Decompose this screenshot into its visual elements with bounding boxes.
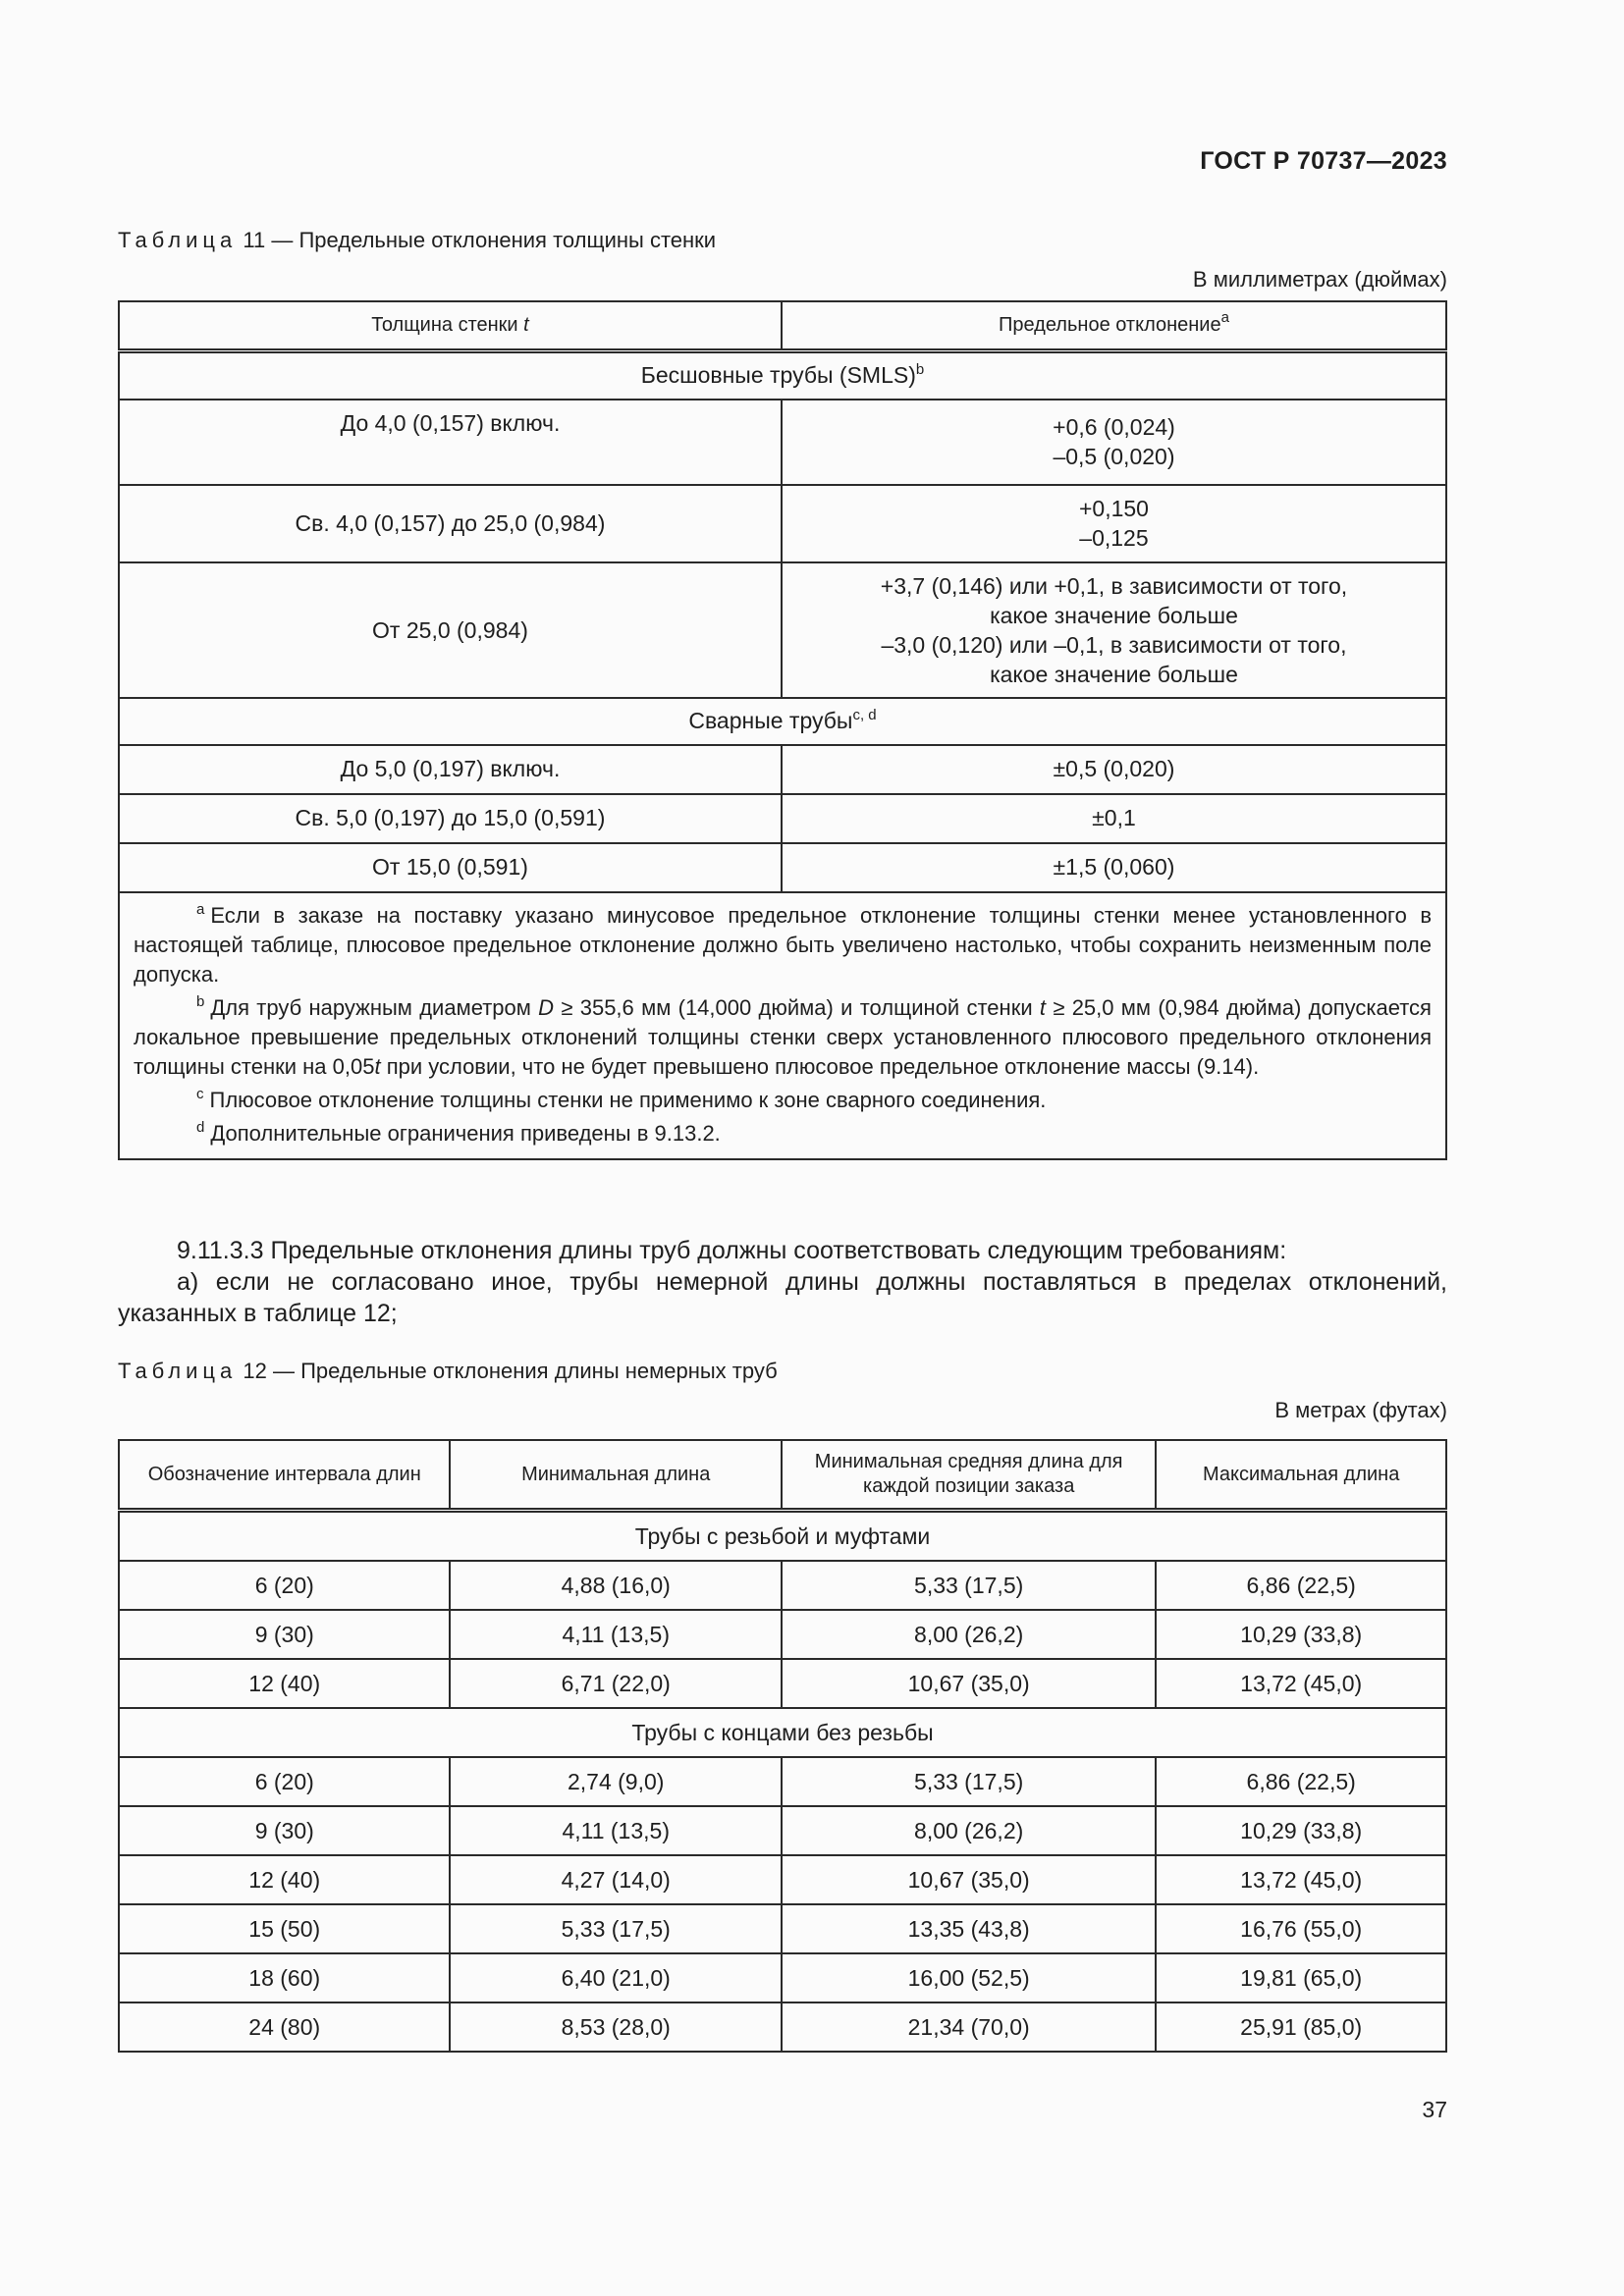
table-12-caption-text: 12 — Предельные отклонения длины немерных труб bbox=[243, 1359, 778, 1383]
table-row bbox=[119, 1806, 1446, 1855]
table-cell: 13,35 (43,8) bbox=[782, 1904, 1156, 1953]
table-11-section-welded: Сварные трубы$^{c, d}$ bbox=[119, 698, 1446, 745]
table-cell: 16,76 (55,0) bbox=[1156, 1904, 1446, 1953]
footnote-d: $^d$ Дополнительные ограничения приведены в 9.13.2. bbox=[196, 1118, 721, 1146]
table-cell: 6,40 (21,0) bbox=[450, 1953, 782, 2002]
table-11-caption-label: Таблица bbox=[118, 228, 238, 252]
table-cell: 5,33 (17,5) bbox=[450, 1904, 782, 1953]
table-row bbox=[119, 1757, 1446, 1806]
table-cell: Св. 4,0 (0,157) до 25,0 (0,984) bbox=[119, 485, 782, 562]
table-row bbox=[119, 1855, 1446, 1904]
table-cell: 21,34 (70,0) bbox=[782, 2002, 1156, 2052]
table-cell: 4,27 (14,0) bbox=[450, 1855, 782, 1904]
footnote-c: $^c$ Плюсовое отклонение толщины стенки не применимо к зоне сварного соединения. bbox=[196, 1085, 1047, 1112]
table-cell: ±0,1 bbox=[782, 794, 1446, 843]
table-row bbox=[119, 1561, 1446, 1610]
table-cell: 4,11 (13,5) bbox=[450, 1806, 782, 1855]
table-12-caption bbox=[118, 1359, 778, 1384]
table-cell: Св. 5,0 (0,197) до 15,0 (0,591) bbox=[119, 794, 782, 843]
table-row bbox=[119, 400, 1446, 485]
table-row bbox=[119, 1953, 1446, 2002]
table-cell: От 15,0 (0,591) bbox=[119, 843, 782, 892]
footnote-a: $^a$ Если в заказе на поставку указано минусовое предельное отклонение толщины стенки менее установленного в настоящей таблице, плюсовое предельное отклонение должно быть увеличено настолько, чтобы сохранить неизменным поле допуска. bbox=[134, 900, 1432, 987]
table-cell: 12 (40) bbox=[119, 1855, 450, 1904]
table-cell: 16,00 (52,5) bbox=[782, 1953, 1156, 2002]
table-12-units: В метрах (футах) bbox=[1274, 1398, 1447, 1422]
table-row bbox=[119, 1610, 1446, 1659]
table-cell: 8,00 (26,2) bbox=[782, 1806, 1156, 1855]
table-cell: 6,86 (22,5) bbox=[1156, 1757, 1446, 1806]
table-cell: 6,71 (22,0) bbox=[450, 1659, 782, 1708]
table-cell: 10,29 (33,8) bbox=[1156, 1610, 1446, 1659]
table-cell: 6,86 (22,5) bbox=[1156, 1561, 1446, 1610]
table-12-header-interval: Обозначение интервала длин bbox=[119, 1440, 450, 1511]
table-cell: 5,33 (17,5) bbox=[782, 1561, 1156, 1610]
table-cell: 10,67 (35,0) bbox=[782, 1659, 1156, 1708]
document-header: ГОСТ Р 70737—2023 bbox=[1200, 147, 1447, 175]
table-12-header-row bbox=[119, 1440, 1446, 1511]
table-cell: 19,81 (65,0) bbox=[1156, 1953, 1446, 2002]
table-row bbox=[119, 485, 1446, 562]
table-cell: ±0,5 (0,020) bbox=[782, 745, 1446, 794]
table-cell: 6 (20) bbox=[119, 1561, 450, 1610]
table-row bbox=[119, 1659, 1446, 1708]
table-11-header-row bbox=[119, 301, 1446, 350]
table-cell: 9 (30) bbox=[119, 1610, 450, 1659]
table-cell: 5,33 (17,5) bbox=[782, 1757, 1156, 1806]
section-paragraph bbox=[118, 1235, 1447, 1329]
page-number: 37 bbox=[1422, 2097, 1447, 2122]
table-11-notes bbox=[119, 892, 1446, 1159]
table-11-caption bbox=[118, 228, 716, 253]
table-cell: 2,74 (9,0) bbox=[450, 1757, 782, 1806]
table-cell: От 25,0 (0,984) bbox=[119, 562, 782, 698]
table-cell: 8,53 (28,0) bbox=[450, 2002, 782, 2052]
table-cell: 9 (30) bbox=[119, 1806, 450, 1855]
table-row bbox=[119, 2002, 1446, 2052]
table-12 bbox=[118, 1439, 1447, 2053]
table-12-header-min-length: Минимальная длина bbox=[450, 1440, 782, 1511]
table-cell: 4,88 (16,0) bbox=[450, 1561, 782, 1610]
table-cell: 6 (20) bbox=[119, 1757, 450, 1806]
paragraph-9-11-3-3: 9.11.3.3 Предельные отклонения длины труб должны соответствовать следующим требованиям: bbox=[177, 1237, 1287, 1264]
table-12-section-plain-end: Трубы с концами без резьбы bbox=[119, 1708, 1446, 1757]
paragraph-item-a: а) если не согласовано иное, трубы немерной длины должны поставляться в пределах отклонений, указанных в таблице 12; bbox=[118, 1268, 1447, 1327]
table-cell: 15 (50) bbox=[119, 1904, 450, 1953]
table-12-section-threaded: Трубы с резьбой и муфтами bbox=[119, 1511, 1446, 1562]
table-cell: ±1,5 (0,060) bbox=[782, 843, 1446, 892]
table-cell: 4,11 (13,5) bbox=[450, 1610, 782, 1659]
table-cell: +3,7 (0,146) или +0,1, в зависимости от того, какое значение больше –3,0 (0,120) или –0,1, в зависимости от того, какое значение больше bbox=[782, 562, 1446, 698]
table-cell: 13,72 (45,0) bbox=[1156, 1855, 1446, 1904]
table-cell: 24 (80) bbox=[119, 2002, 450, 2052]
table-cell: До 5,0 (0,197) включ. bbox=[119, 745, 782, 794]
table-11-header-thickness: Толщина стенки t bbox=[119, 301, 782, 350]
footnote-b: $^b$ Для труб наружным диаметром D ≥ 355,6 мм (14,000 дюйма) и толщиной стенки t ≥ 25,0 мм (0,984 дюйма) допускается локальное превышение предельных отклонений толщины стенки сверх установленного плюсового предельного отклонения толщины стенки на 0,05t при условии, что не будет превышено плюсовое предельное отклонение массы (9.14). bbox=[134, 992, 1432, 1079]
table-row bbox=[119, 745, 1446, 794]
table-cell: 25,91 (85,0) bbox=[1156, 2002, 1446, 2052]
table-12-header-min-avg-length: Минимальная средняя длина для каждой позиции заказа bbox=[782, 1440, 1156, 1511]
table-12-caption-label: Таблица bbox=[118, 1359, 238, 1383]
table-cell: 8,00 (26,2) bbox=[782, 1610, 1156, 1659]
table-cell: +0,6 (0,024) –0,5 (0,020) bbox=[782, 400, 1446, 485]
table-cell: 13,72 (45,0) bbox=[1156, 1659, 1446, 1708]
table-11-section-seamless: Бесшовные трубы (SMLS)$^b$ bbox=[119, 350, 1446, 400]
table-12-header-max-length: Максимальная длина bbox=[1156, 1440, 1446, 1511]
table-row bbox=[119, 794, 1446, 843]
table-cell: 10,29 (33,8) bbox=[1156, 1806, 1446, 1855]
table-11-header-deviation: Предельное отклонение$^a$ bbox=[782, 301, 1446, 350]
table-11 bbox=[118, 300, 1447, 1160]
table-cell: 12 (40) bbox=[119, 1659, 450, 1708]
table-row bbox=[119, 1904, 1446, 1953]
table-cell: 10,67 (35,0) bbox=[782, 1855, 1156, 1904]
table-11-units: В миллиметрах (дюймах) bbox=[1192, 267, 1447, 292]
table-11-caption-text: 11 — Предельные отклонения толщины стенки bbox=[243, 228, 717, 252]
table-cell: 18 (60) bbox=[119, 1953, 450, 2002]
table-cell: До 4,0 (0,157) включ. bbox=[119, 400, 782, 485]
table-row bbox=[119, 562, 1446, 698]
table-row bbox=[119, 843, 1446, 892]
table-cell: +0,150 –0,125 bbox=[782, 485, 1446, 562]
